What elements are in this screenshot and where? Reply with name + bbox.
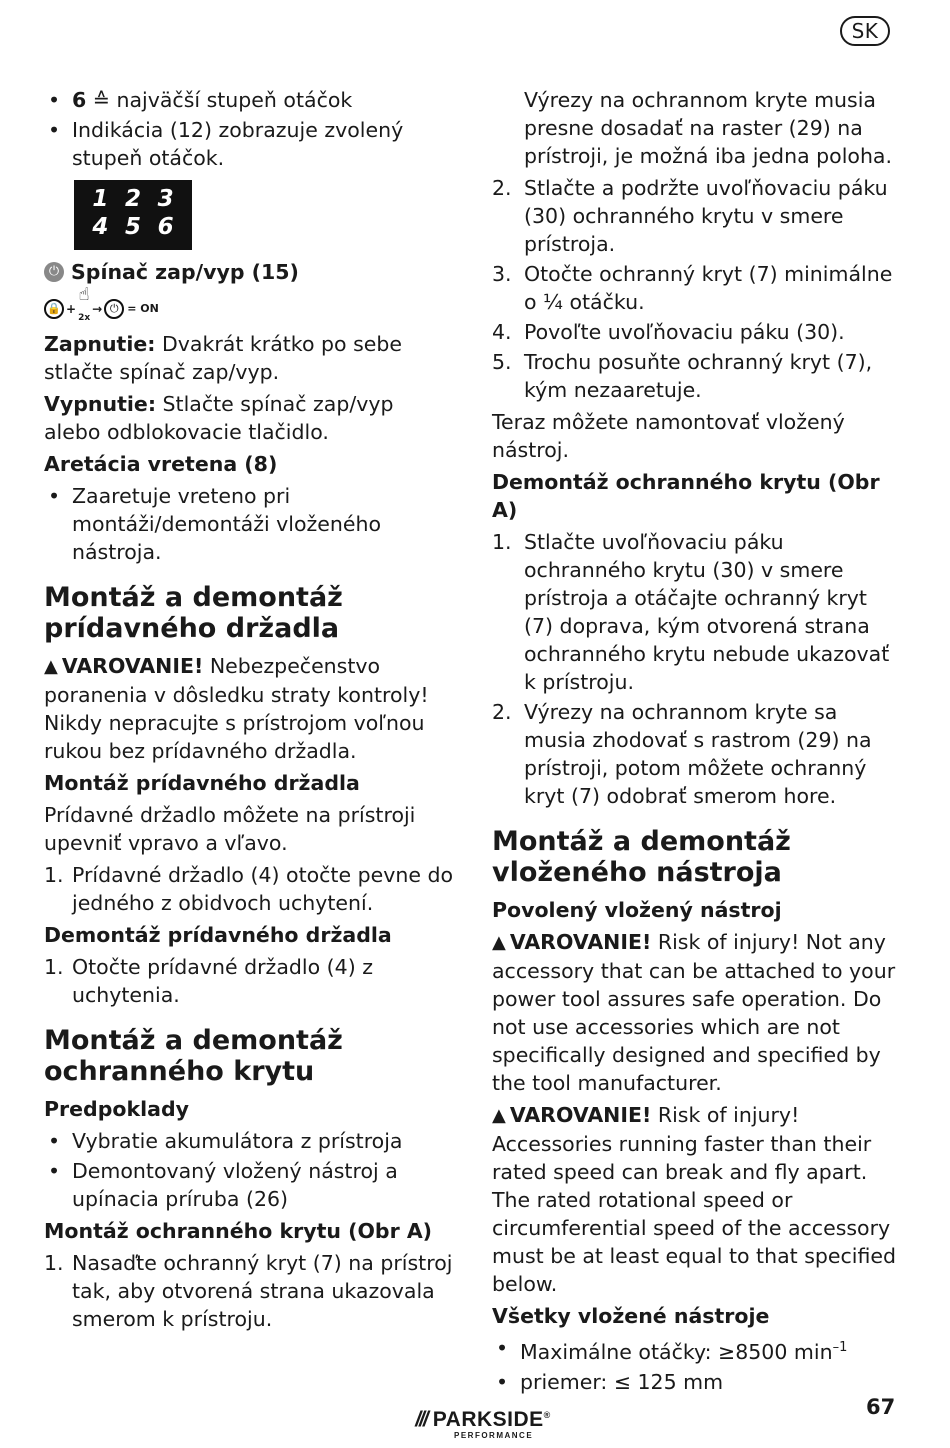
list-item	[492, 1334, 902, 1366]
list-item	[492, 698, 902, 810]
list-item: • Indikácia (12) zobrazuje zvolený stupeň otáčok.	[44, 116, 454, 172]
warning-text: Nebezpečenstvo poranenia v dôsledku straty kontroly! Nikdy nepracujte s prístrojom voľnou rukou bez prídavného držadla.	[44, 654, 429, 763]
mount-guard-heading: Montáž ochranného krytu (Obr A)	[44, 1219, 433, 1243]
on-sequence-graphic	[44, 284, 454, 326]
warning-label: VAROVANIE!	[509, 1103, 652, 1127]
step-number: 5.	[492, 350, 512, 374]
guard-section-title: Montáž a demontáž ochranného krytu	[44, 1025, 343, 1087]
switch-heading-row	[44, 258, 454, 286]
step-text: Stlačte a podržte uvoľňovaciu páku (30) ochranného krytu v smere prístroja.	[524, 176, 888, 256]
list-item: • Demontovaný vložený nástroj a upínacia príruba (26)	[44, 1157, 454, 1213]
list-item: • Zaaretuje vreteno pri montáži/demontáži vloženého nástroja.	[44, 482, 454, 566]
step-number: 1.	[44, 863, 64, 887]
page-number: 67	[866, 1395, 896, 1419]
all-tools-heading: Všetky vložené nástroje	[492, 1304, 770, 1328]
lock-icon: 🔒	[44, 299, 64, 319]
switch-heading: Spínač zap/vyp (15)	[71, 260, 299, 284]
switch-on-text: Dvakrát krátko po sebe stlačte spínač zap/vyp.	[44, 332, 403, 384]
warning-paragraph	[492, 928, 902, 1097]
plus-icon: +	[66, 302, 77, 316]
mount-handle-heading: Montáž prídavného držadla	[44, 771, 360, 795]
arrow-right-icon: →	[92, 302, 103, 316]
step-text: Prídavné držadlo (4) otočte pevne do jedného z obidvoch uchytení.	[72, 863, 454, 915]
list-item	[44, 861, 454, 917]
on-label: = ON	[127, 302, 159, 315]
allowed-tool-heading: Povolený vložený nástroj	[492, 898, 782, 922]
step-text: Povoľte uvoľňovaciu páku (30).	[524, 320, 845, 344]
list-item: • Vybratie akumulátora z prístroja	[44, 1127, 454, 1155]
logo-registered: ®	[543, 1410, 551, 1420]
demount-guard-steps	[492, 528, 902, 810]
list-item	[44, 86, 454, 114]
list-item	[492, 260, 902, 316]
warning-text: Risk of injury! Not any accessory that can be attached to your power tool assures safe operation. Do not use accessories which are not specifically designed and specified by the tool manufacturer.	[492, 930, 896, 1095]
list-item	[44, 953, 454, 1009]
demount-handle-steps	[44, 953, 454, 1009]
display-digit: 1	[92, 186, 109, 212]
speed-display-graphic	[74, 180, 192, 250]
twice-label: 2x	[78, 313, 91, 323]
logo-brand-name: PARKSIDE	[432, 1408, 544, 1431]
switch-on-label: Zapnutie:	[44, 332, 156, 356]
hand-tap-icon: ☝	[78, 284, 90, 305]
parkside-logo	[398, 1404, 568, 1444]
warning-paragraph	[492, 1101, 902, 1298]
list-item	[492, 318, 902, 346]
prerequisites-bullets	[44, 1127, 454, 1213]
mount-handle-steps	[44, 861, 454, 917]
handle-section-title: Montáž a demontáž prídavného držadla	[44, 582, 343, 644]
step-text: Trochu posuňte ochranný kryt (7), kým nezaaretuje.	[524, 350, 873, 402]
spec-text: Maximálne otáčky: ≥8500 min	[520, 1340, 833, 1364]
warning-icon: ▲	[44, 656, 58, 677]
switch-off-label: Vypnutie:	[44, 392, 157, 416]
demount-handle-heading: Demontáž prídavného držadla	[44, 923, 392, 947]
display-digit: 3	[157, 186, 174, 212]
switch-on-paragraph	[44, 330, 454, 386]
mount-guard-steps-continued	[492, 174, 902, 404]
step-text: Výrezy na ochrannom kryte sa musia zhodovať s rastrom (29) na prístroji, potom môžete ochranný kryt (7) odobrať smerom hore.	[524, 700, 872, 808]
step-number: 1.	[44, 1251, 64, 1275]
demount-guard-heading: Demontáž ochranného krytu (Obr A)	[492, 470, 880, 522]
spec-superscript: –1	[832, 1340, 848, 1355]
display-digit: 6	[157, 214, 174, 240]
now-mount-text: Teraz môžete namontovať vložený nástroj.	[492, 410, 845, 462]
step-number: 2.	[492, 176, 512, 200]
warning-paragraph	[44, 652, 454, 765]
step-number: 3.	[492, 262, 512, 286]
step-text: Nasaďte ochranný kryt (7) na prístroj tak, aby otvorená strana ukazovala smerom k prístroju.	[72, 1251, 453, 1331]
step-number: 4.	[492, 320, 512, 344]
speed-text: ≙ najväčší stupeň otáčok	[86, 88, 353, 112]
warning-text: Risk of injury! Accessories running faster than their rated speed can break and fly apart. The rated rotational speed or circumferential speed of the accessory must be at least equal to that specified below.	[492, 1103, 897, 1296]
step-text: Stlačte uvoľňovaciu páku ochranného krytu (30) v smere prístroja a otáčajte ochranný kryt (7) doprava, kým otvorená strana ochranného krytu nebude ukazovať k prístroju.	[524, 530, 890, 694]
switch-off-paragraph	[44, 390, 454, 446]
step-text: Otočte prídavné držadlo (4) z uchytenia.	[72, 955, 373, 1007]
list-item	[44, 1249, 454, 1333]
prerequisites-heading: Predpoklady	[44, 1097, 190, 1121]
left-column	[44, 86, 454, 1337]
warning-icon: ▲	[492, 932, 506, 953]
power-icon: ⏻	[104, 299, 124, 319]
language-badge: SK	[840, 16, 890, 46]
speed-value: 6	[72, 88, 87, 112]
display-digit: 2	[124, 186, 141, 212]
warning-label: VAROVANIE!	[61, 654, 204, 678]
spindle-lock-heading: Aretácia vretena (8)	[44, 452, 278, 476]
all-tools-bullets	[492, 1334, 902, 1396]
power-icon: ⏻	[44, 262, 64, 282]
display-digit: 4	[92, 214, 109, 240]
warning-icon: ▲	[492, 1105, 506, 1126]
tool-section-title: Montáž a demontáž vloženého nástroja	[492, 826, 791, 888]
list-item	[492, 174, 902, 258]
step-number: 1.	[44, 955, 64, 979]
list-item	[492, 528, 902, 696]
logo-slashes: ///	[415, 1408, 427, 1431]
right-column	[492, 86, 902, 1400]
step-number: 1.	[492, 530, 512, 554]
speed-bullets	[44, 86, 454, 172]
list-item	[492, 1368, 902, 1396]
spec-text: priemer: ≤ 125 mm	[520, 1370, 724, 1394]
switch-off-text: Stlačte spínač zap/vyp alebo odblokovacie tlačidlo.	[44, 392, 394, 444]
list-item	[492, 348, 902, 404]
spindle-lock-bullets	[44, 482, 454, 566]
step-text: Otočte ochranný kryt (7) minimálne o ¼ otáčku.	[524, 262, 893, 314]
display-digit: 5	[124, 214, 141, 240]
mount-handle-text: Prídavné držadlo môžete na prístroji upevniť vpravo a vľavo.	[44, 803, 416, 855]
step-number: 2.	[492, 700, 512, 724]
logo-subtitle: PERFORMANCE	[454, 1431, 534, 1440]
continued-step-text: Výrezy na ochrannom kryte musia presne dosadať na raster (29) na prístroji, je možná iba jedna poloha.	[524, 88, 893, 168]
warning-label: VAROVANIE!	[509, 930, 652, 954]
mount-guard-steps	[44, 1249, 454, 1333]
